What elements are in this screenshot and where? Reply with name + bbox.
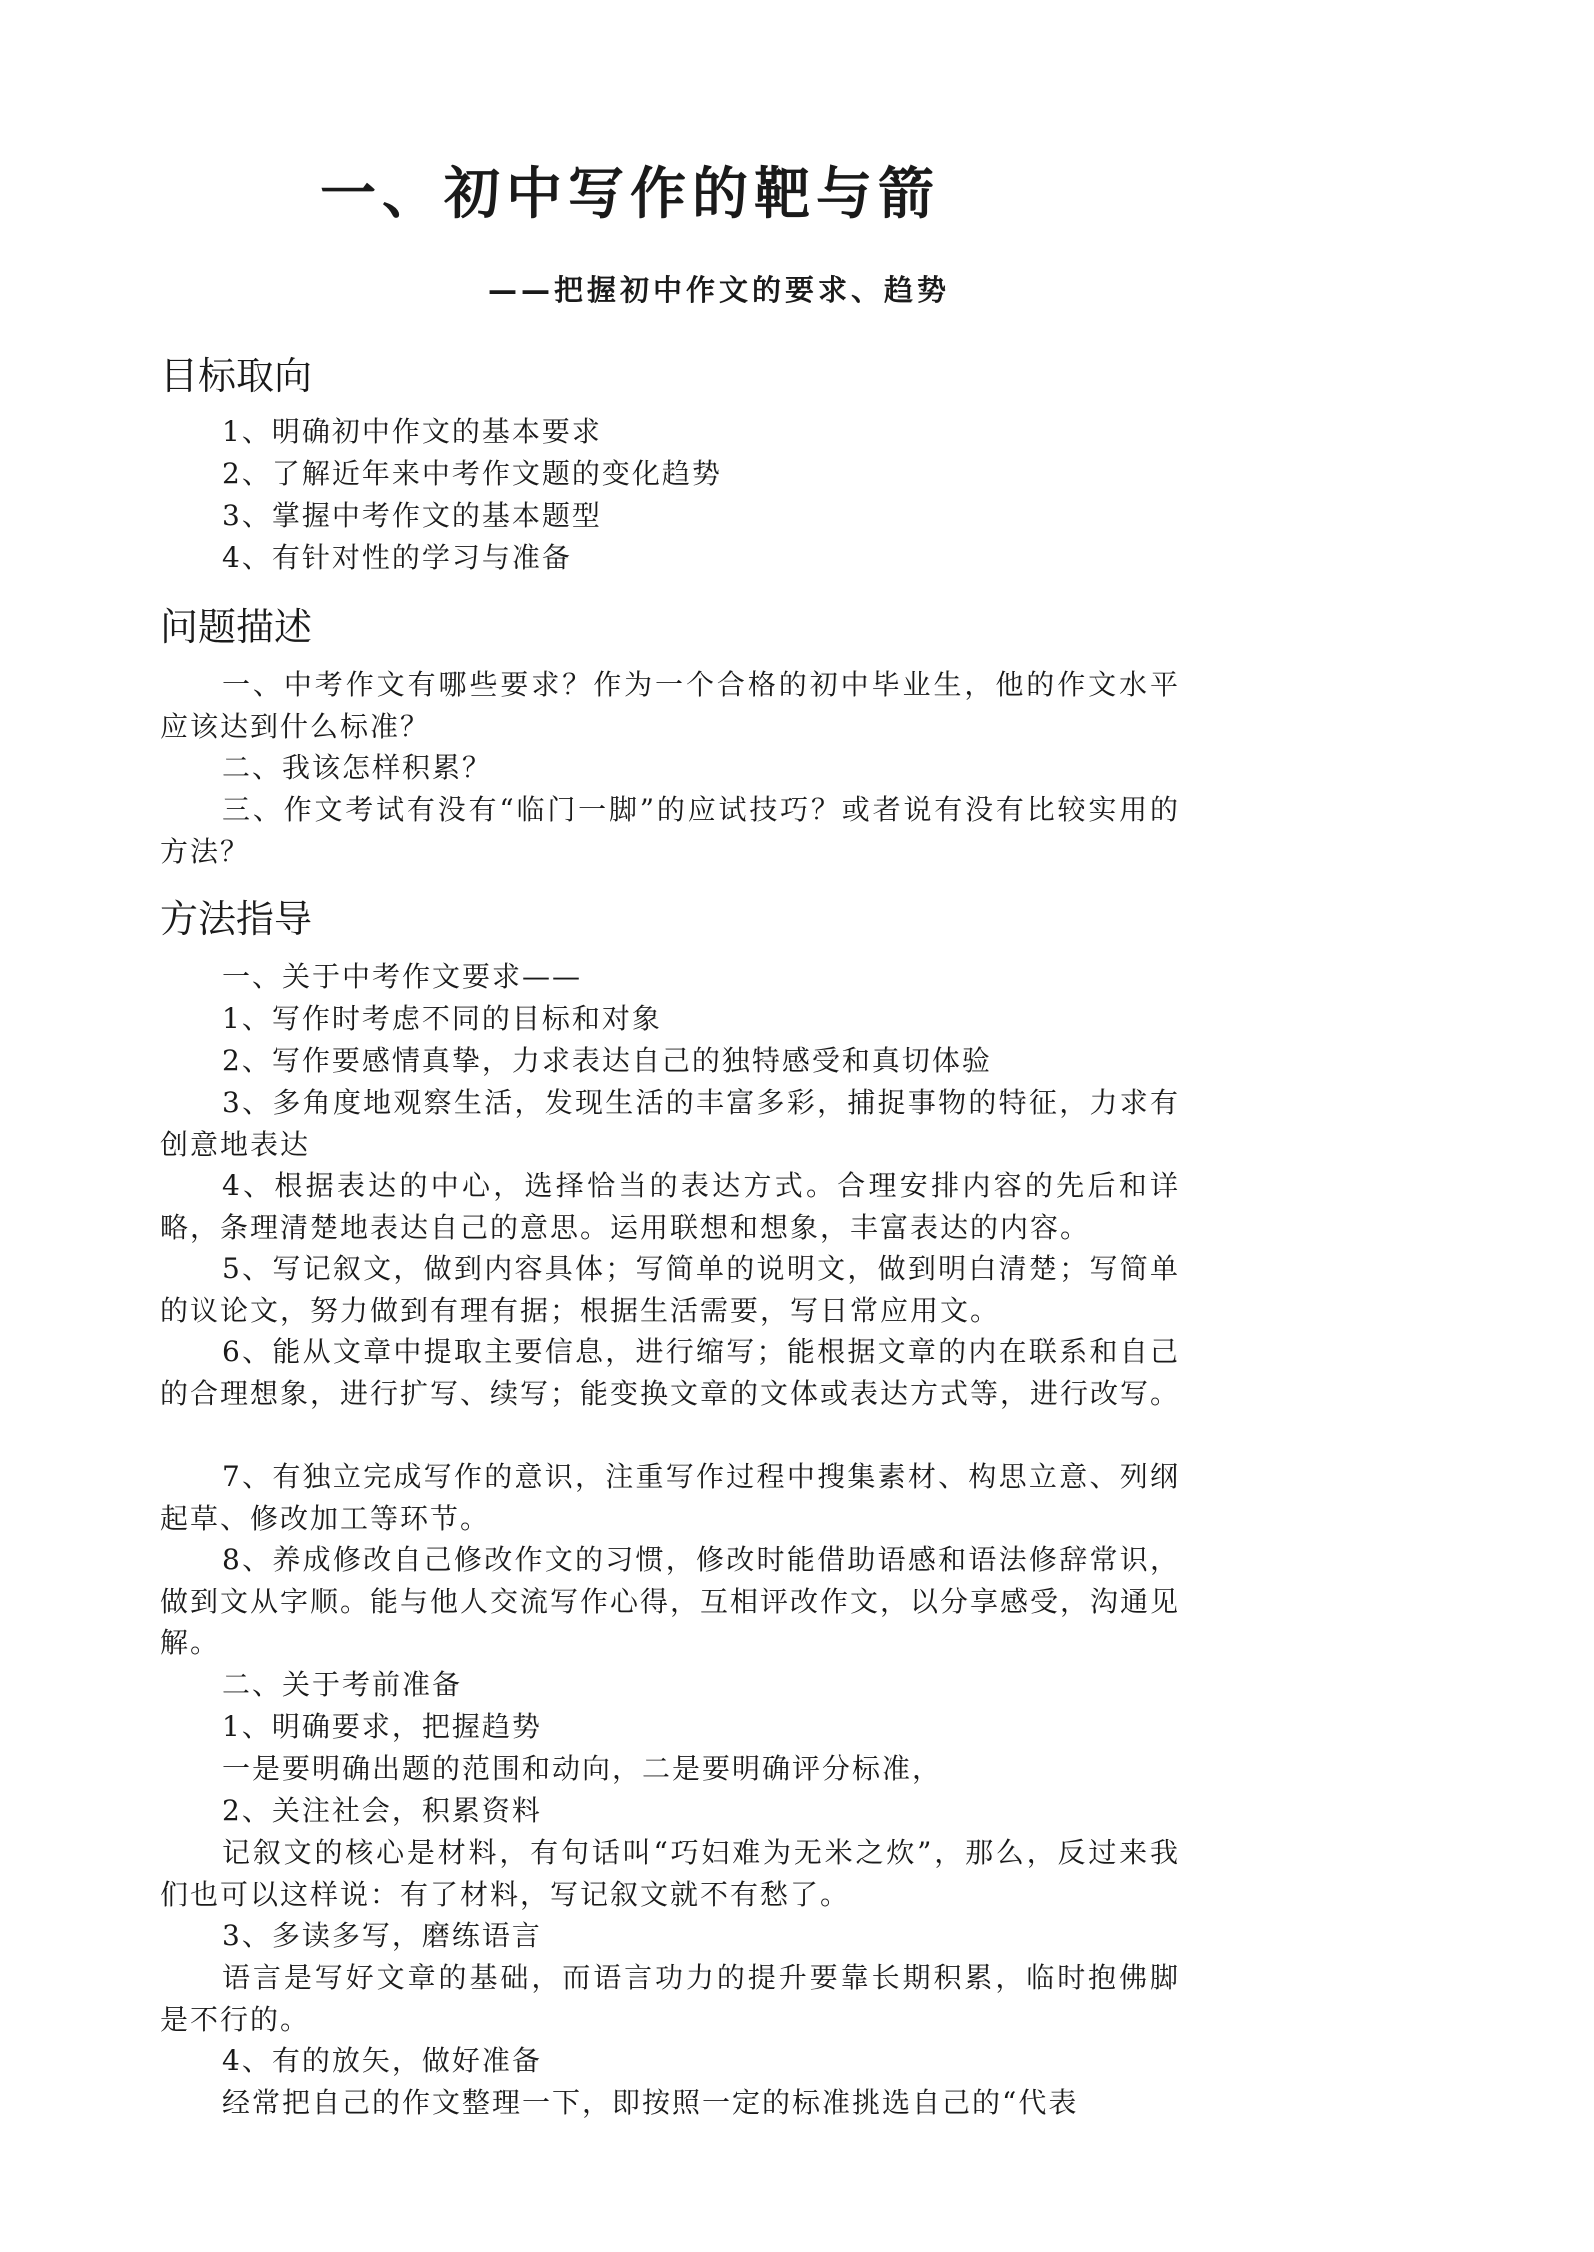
method-paragraph: 1、明确要求，把握趋势 [222, 1710, 542, 1743]
method-paragraph: 经常把自己的作文整理一下，即按照一定的标准挑选自己的“代表 [222, 2086, 1079, 2119]
method-paragraph: 5、写记叙文，做到内容具体；写简单的说明文，做到明白清楚；写简单的议论文，努力做到有理有据；根据生活需要，写日常应用文。 [160, 1252, 1180, 1327]
goal-item: 1、明确初中作文的基本要求 [222, 415, 602, 448]
page-title: 一、初中写作的靶与箭 [320, 162, 940, 227]
method-paragraph: 记叙文的核心是材料，有句话叫“巧妇难为无米之炊”，那么，反过来我们也可以这样说：有了材料，写记叙文就不有愁了。 [160, 1836, 1180, 1911]
method-paragraph: 4、根据表达的中心，选择恰当的表达方式。合理安排内容的先后和详略，条理清楚地表达自己的意思。运用联想和想象，丰富表达的内容。 [160, 1169, 1180, 1244]
method-paragraph: 7、有独立完成写作的意识，注重写作过程中搜集素材、构思立意、列纲起草、修改加工等环节。 [160, 1460, 1180, 1535]
section-heading-methods: 方法指导 [160, 897, 313, 941]
method-paragraph: 6、能从文章中提取主要信息，进行缩写；能根据文章的内在联系和自己的合理想象，进行扩写、续写；能变换文章的文体或表达方式等，进行改写。 [160, 1335, 1181, 1410]
page-subtitle: ——把握初中作文的要求、趋势 [488, 273, 951, 307]
goal-item: 2、了解近年来中考作文题的变化趋势 [222, 457, 722, 490]
section-heading-goals: 目标取向 [160, 354, 313, 398]
method-paragraph: 2、写作要感情真挚，力求表达自己的独特感受和真切体验 [222, 1044, 992, 1077]
problem-paragraph: 三、作文考试有没有“临门一脚”的应试技巧？或者说有没有比较实用的方法？ [160, 793, 1180, 868]
problem-paragraph: 一、中考作文有哪些要求？作为一个合格的初中毕业生，他的作文水平应该达到什么标准？ [160, 668, 1180, 743]
method-paragraph: 二、关于考前准备 [222, 1668, 463, 1701]
method-paragraph: 2、关注社会，积累资料 [222, 1794, 542, 1827]
goal-item: 3、掌握中考作文的基本题型 [222, 499, 602, 532]
method-paragraph: 4、有的放矢，做好准备 [222, 2044, 542, 2077]
problem-paragraph: 二、我该怎样积累？ [222, 751, 493, 784]
method-paragraph: 语言是写好文章的基础，而语言功力的提升要靠长期积累，临时抱佛脚是不行的。 [160, 1961, 1180, 2036]
method-paragraph: 3、多读多写，磨练语言 [222, 1919, 542, 1952]
goal-item: 4、有针对性的学习与准备 [222, 541, 572, 574]
method-paragraph: 3、多角度地观察生活，发现生活的丰富多彩，捕捉事物的特征，力求有创意地表达 [160, 1086, 1180, 1161]
section-heading-problems: 问题描述 [160, 605, 313, 649]
method-paragraph: 1、写作时考虑不同的目标和对象 [222, 1002, 662, 1035]
method-paragraph: 8、养成修改自己修改作文的习惯，修改时能借助语感和语法修辞常识，做到文从字顺。能与他人交流写作心得，互相评改作文，以分享感受，沟通见解。 [160, 1543, 1181, 1659]
method-paragraph: 一、关于中考作文要求—— [222, 960, 583, 993]
method-paragraph: 一是要明确出题的范围和动向，二是要明确评分标准， [222, 1752, 943, 1785]
